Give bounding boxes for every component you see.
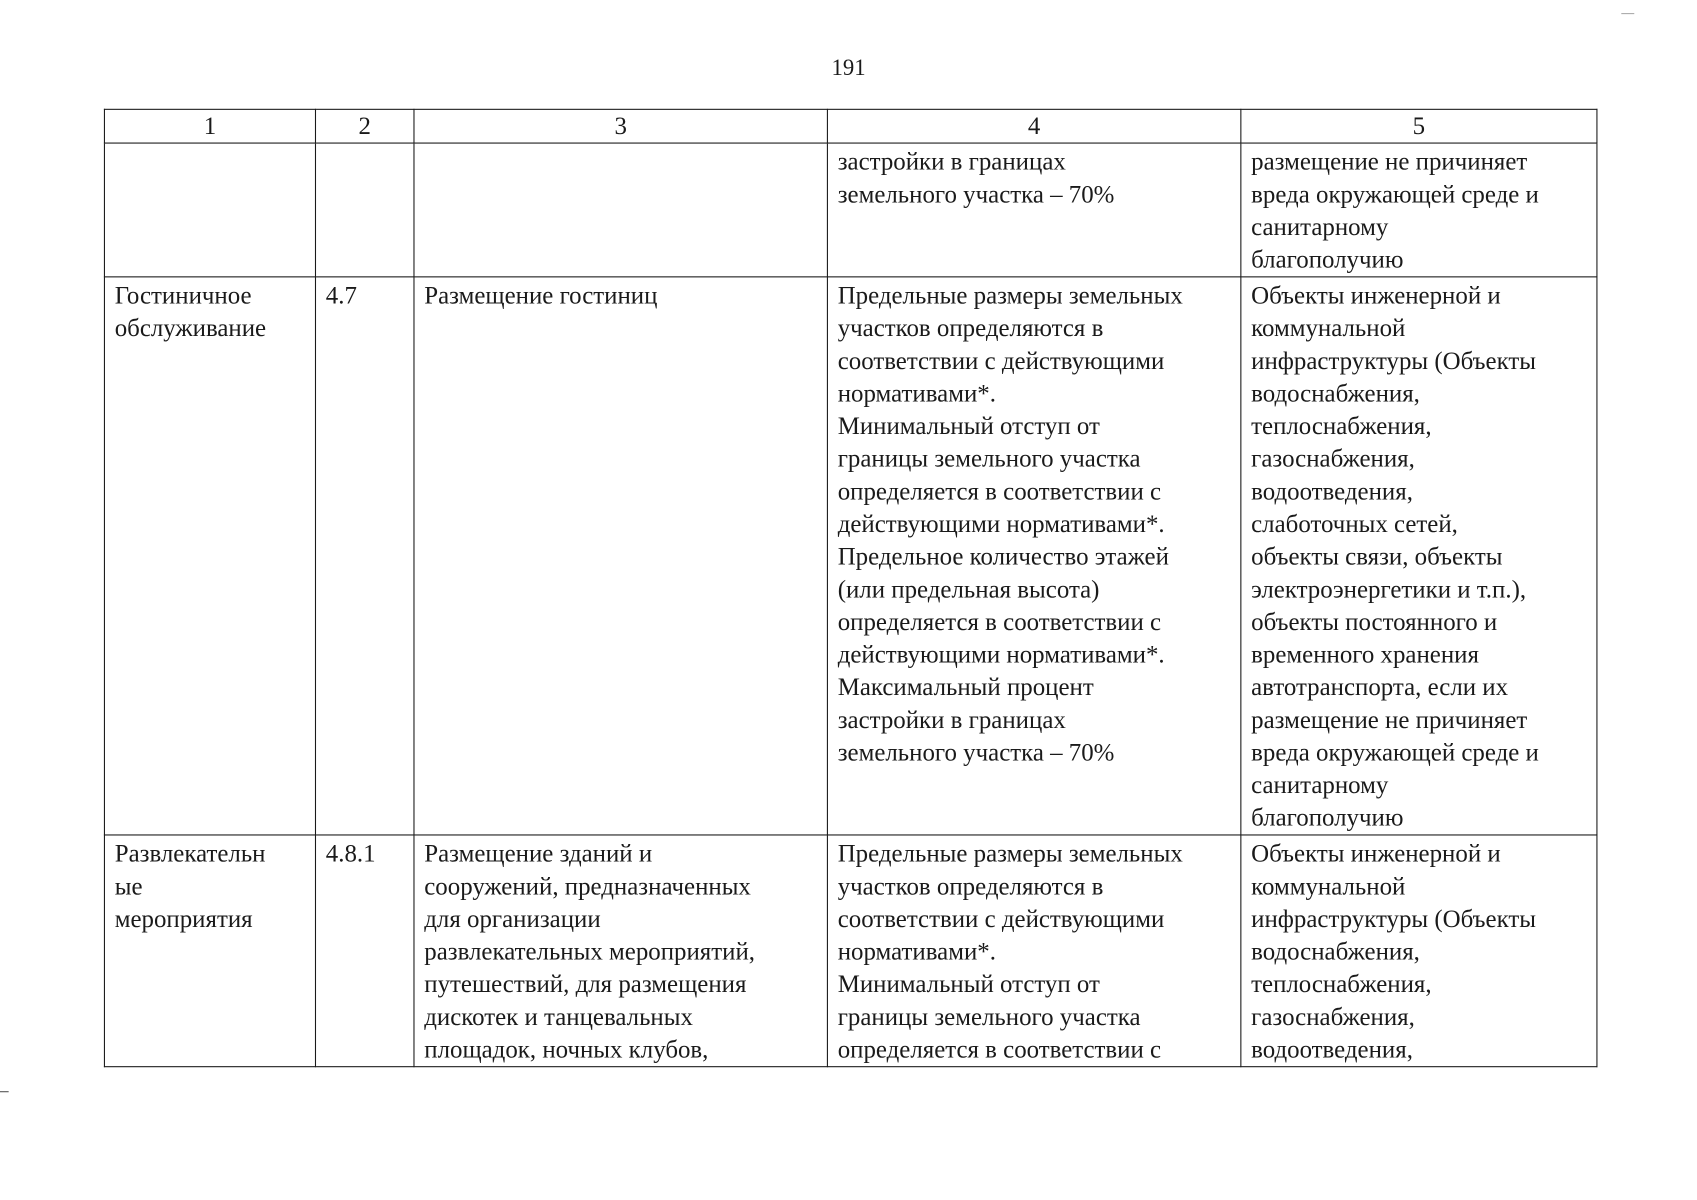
cell-code: 4.8.1 [315,835,413,1067]
cell-auxiliary-objects: размещение не причиняет вреда окружающей среде и санитарному благополучию [1241,143,1597,277]
cell-parameters: Предельные размеры земельных участков определяются в соответствии с действующими нормативами*. Минимальный отступ от границы земельного участка определяется в соответствии с действующими нормативами*. Предельное количество этажей (или предельная высота) определяется в соответствии с действующими нормативами*. Максимальный процент застройки в границах земельного участка – 70% [827,277,1240,835]
header-col-4: 4 [827,109,1240,143]
cell-use-type: Гостиничное обслуживание [104,277,315,835]
table-row-hotel-service [104,277,1596,835]
table-row-entertainment [104,835,1596,1067]
cell-code: 4.7 [315,277,413,835]
header-col-1: 1 [104,109,315,143]
margin-mark [0,1091,9,1092]
cell-use-type: Развлекательн ые мероприятия [104,835,315,1067]
table-row-continuation [104,143,1596,277]
table-body [104,143,1596,1067]
table-header [104,109,1596,143]
cell-use-type [104,143,315,277]
header-col-2: 2 [315,109,413,143]
cell-description: Размещение гостиниц [414,277,827,835]
header-col-3: 3 [414,109,827,143]
cell-description: Размещение зданий и сооружений, предназначенных для организации развлекательных мероприятий, путешествий, для размещения дискотек и танцевальных площадок, ночных клубов, [414,835,827,1067]
scan-mark [1621,13,1634,14]
header-col-5: 5 [1241,109,1597,143]
cell-auxiliary-objects: Объекты инженерной и коммунальной инфраструктуры (Объекты водоснабжения, теплоснабжения, газоснабжения, водоотведения, слаботочных сетей, объекты связи, объекты электроэнергетики и т.п.), объекты постоянного и временного хранения автотранспорта, если их размещение не причиняет вреда окружающей среде и санитарному благополучию [1241,277,1597,835]
cell-parameters: застройки в границах земельного участка – 70% [827,143,1240,277]
page-number: 191 [831,54,866,81]
cell-parameters: Предельные размеры земельных участков определяются в соответствии с действующими нормативами*. Минимальный отступ от границы земельного участка определяется в соответствии с [827,835,1240,1067]
cell-code [315,143,413,277]
cell-description [414,143,827,277]
cell-auxiliary-objects: Объекты инженерной и коммунальной инфраструктуры (Объекты водоснабжения, теплоснабжения, газоснабжения, водоотведения, [1241,835,1597,1067]
zoning-table [104,109,1598,1067]
header-row [104,109,1596,143]
